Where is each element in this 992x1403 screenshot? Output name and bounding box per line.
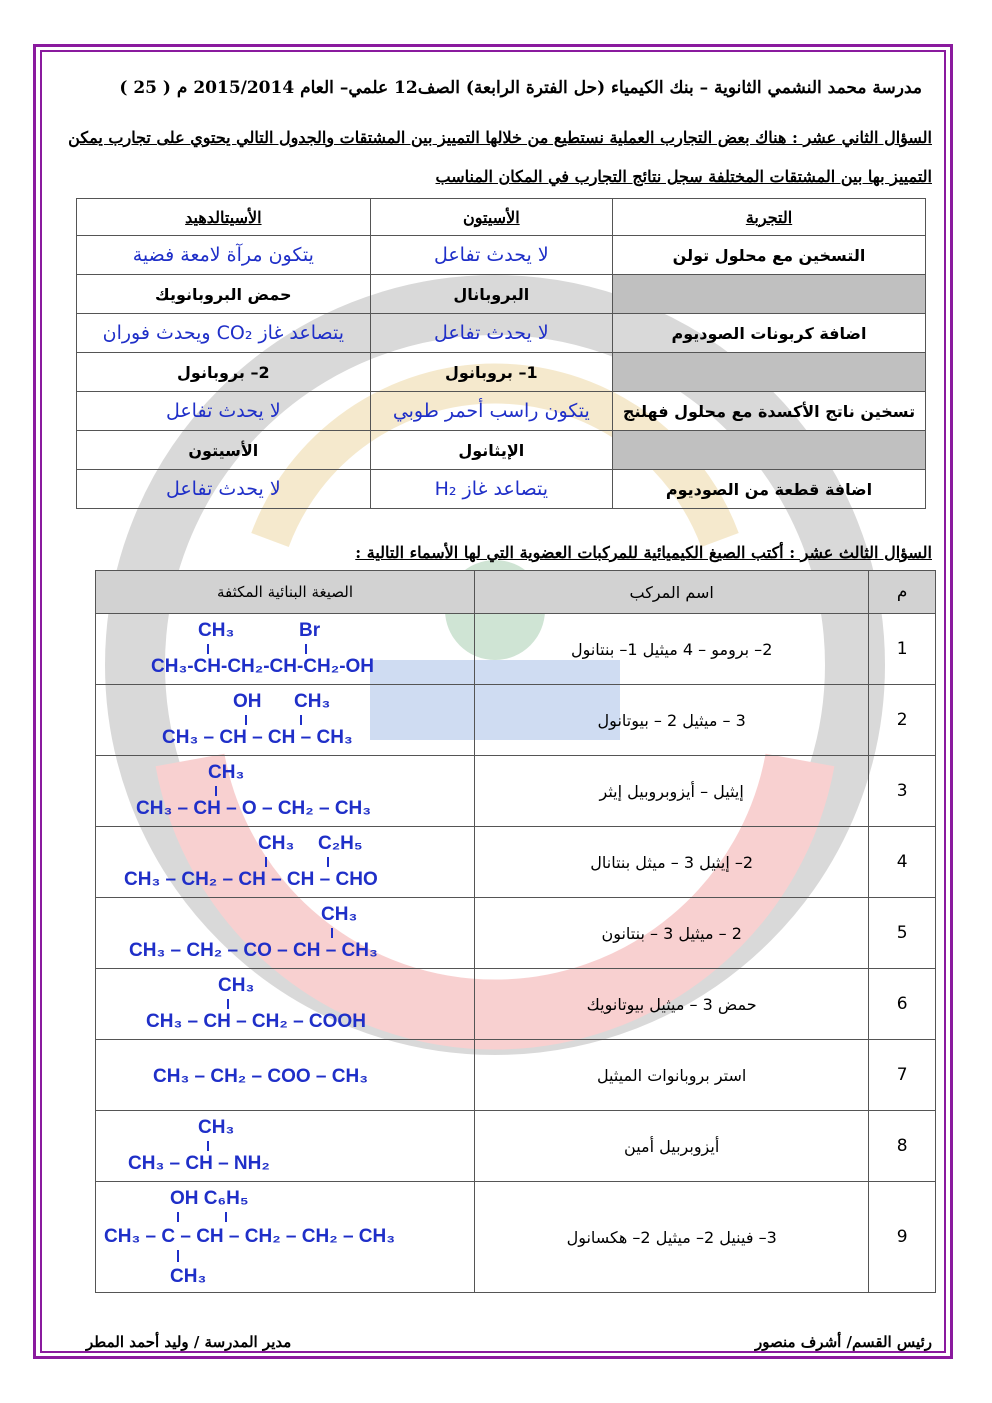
table-row <box>96 827 936 898</box>
row-number: 5 <box>869 898 936 969</box>
substituent: C₂H₅ <box>318 833 363 854</box>
compound-cell: حمض البروبانويك <box>77 275 371 314</box>
table-row <box>77 470 926 509</box>
compound-cell: 1– بروبانول <box>370 353 612 392</box>
formula-main: CH₃ – C – CH – CH₂ – CH₂ – CH₃ <box>104 1226 396 1247</box>
table-row <box>77 392 926 431</box>
result-cell: لا يحدث تفاعل <box>370 314 612 353</box>
structural-formula <box>96 756 475 827</box>
compound-name: إيثيل – أيزوبروبيل إيثر <box>475 756 869 827</box>
row-number: 4 <box>869 827 936 898</box>
header-structure: الصيغة البنائية المكثفة <box>96 571 475 614</box>
row-number: 8 <box>869 1111 936 1182</box>
substituent: Br <box>299 620 321 641</box>
table-row <box>77 275 926 314</box>
result-cell: يتصاعد غاز CO₂ ويحدث فوران <box>77 314 371 353</box>
table-row <box>77 431 926 470</box>
table-row <box>96 614 936 685</box>
substituent: CH₃ <box>258 833 295 854</box>
formula-main: CH₃ – CH – O – CH₂ – CH₃ <box>136 798 372 819</box>
table-row <box>96 969 936 1040</box>
question-13-title: السؤال الثالث عشر : أكتب الصيغ الكيميائية للمركبات العضوية التي لها الأسماء التالية : <box>355 543 932 562</box>
substituent: CH₃ <box>294 691 331 712</box>
compound-name: 2 – ميثيل 3 – بنتانون <box>475 898 869 969</box>
result-cell: لا يحدث تفاعل <box>77 392 371 431</box>
header-experiment: التجربة <box>613 199 926 236</box>
compound-name: 3– فينيل 2– ميثيل 2– هكسانول <box>475 1182 869 1293</box>
experiments-table <box>76 198 926 509</box>
experiment-cell-empty <box>613 353 926 392</box>
school-principal: مدير المدرسة / وليد أحمد المطر <box>86 1333 292 1351</box>
question-12-title: السؤال الثاني عشر : هناك بعض التجارب العملية نستطيع من خلالها التمييز بين المشتقات والجدول التالي يحتوي على تجارب يمكن التمييز بها بين المشتقات المختلفة سجل نتائج التجارب في المكان المناسب <box>68 128 932 186</box>
formula-main: CH₃ – CH – CH₂ – COOH <box>146 1011 366 1032</box>
structural-formula <box>96 1111 475 1182</box>
result-cell: لا يحدث تفاعل <box>77 470 371 509</box>
formula-main: CH₃ – CH₂ – CH – CH – CHO <box>124 869 378 890</box>
compound-name: 2– إيثيل 3 – ميثل بنتانال <box>475 827 869 898</box>
table-header-row <box>77 199 926 236</box>
formula-main: CH₃-CH-CH₂-CH-CH₂-OH <box>151 656 375 677</box>
header-acetaldehyde: الأسيتالدهيد <box>77 199 371 236</box>
compound-name: 2– برومو – 4 ميثيل 1– بنتانول <box>475 614 869 685</box>
table-row <box>77 236 926 275</box>
substituent: OH <box>233 691 262 712</box>
substituent: CH₃ <box>321 904 358 925</box>
page-header: مدرسة محمد النشمي الثانوية – بنك الكيمياء (حل الفترة الرابعة) الصف12 علمي– العام 2015/2014 م ( 25 ) <box>119 78 922 98</box>
formula-main: CH₃ – CH₂ – COO – CH₃ <box>153 1066 368 1087</box>
experiment-cell-empty <box>613 431 926 470</box>
substituent: CH₃ <box>170 1266 207 1287</box>
header-number: م <box>869 571 936 614</box>
formulas-table <box>95 570 936 1293</box>
compound-name: أيزوبربيل أمين <box>475 1111 869 1182</box>
compound-name: استر بروبانوات الميثيل <box>475 1040 869 1111</box>
result-cell: يتكون مرآة لامعة فضية <box>77 236 371 275</box>
table-row <box>77 314 926 353</box>
table-row <box>96 1040 936 1111</box>
compound-cell: الإيثانول <box>370 431 612 470</box>
table-row <box>96 898 936 969</box>
experiment-cell: اضافة قطعة من الصوديوم <box>613 470 926 509</box>
experiment-cell: التسخين مع محلول تولن <box>613 236 926 275</box>
row-number: 3 <box>869 756 936 827</box>
compound-cell: الأسيتون <box>77 431 371 470</box>
table-row <box>96 1182 936 1293</box>
formula-main: CH₃ – CH – CH – CH₃ <box>162 727 353 748</box>
formula-main: CH₃ – CH – NH₂ <box>128 1153 270 1174</box>
formula-main: CH₃ – CH₂ – CO – CH – CH₃ <box>129 940 378 961</box>
table-row <box>77 353 926 392</box>
table-header-row <box>96 571 936 614</box>
substituent: CH₃ <box>218 975 255 996</box>
header-compound-name: اسم المركب <box>475 571 869 614</box>
structural-formula <box>96 1182 475 1293</box>
structural-formula <box>96 685 475 756</box>
row-number: 9 <box>869 1182 936 1293</box>
table-row <box>96 756 936 827</box>
result-cell: يتصاعد غاز H₂ <box>370 470 612 509</box>
structural-formula <box>96 898 475 969</box>
table-row <box>96 685 936 756</box>
compound-name: حمض 3 – ميثيل بيوتانويك <box>475 969 869 1040</box>
compound-name: 3 – ميثيل 2 – بيوتانول <box>475 685 869 756</box>
structural-formula <box>96 969 475 1040</box>
result-cell: لا يحدث تفاعل <box>370 236 612 275</box>
experiment-cell: تسخين ناتج الأكسدة مع محلول فهلنج <box>613 392 926 431</box>
result-cell: يتكون راسب أحمر طوبي <box>370 392 612 431</box>
substituent: CH₃ <box>198 620 235 641</box>
department-head: رئيس القسم/ أشرف منصور <box>754 1333 932 1351</box>
compound-cell: 2– بروبانول <box>77 353 371 392</box>
structural-formula <box>96 1040 475 1111</box>
substituent: CH₃ <box>198 1117 235 1138</box>
row-number: 7 <box>869 1040 936 1111</box>
row-number: 1 <box>869 614 936 685</box>
experiment-cell-empty <box>613 275 926 314</box>
header-acetone: الأسيتون <box>370 199 612 236</box>
substituent: CH₃ <box>208 762 245 783</box>
structural-formula <box>96 614 475 685</box>
table-row <box>96 1111 936 1182</box>
row-number: 6 <box>869 969 936 1040</box>
structural-formula <box>96 827 475 898</box>
row-number: 2 <box>869 685 936 756</box>
compound-cell: البروبانال <box>370 275 612 314</box>
experiment-cell: اضافة كربونات الصوديوم <box>613 314 926 353</box>
substituent: OH C₆H₅ <box>170 1188 249 1209</box>
